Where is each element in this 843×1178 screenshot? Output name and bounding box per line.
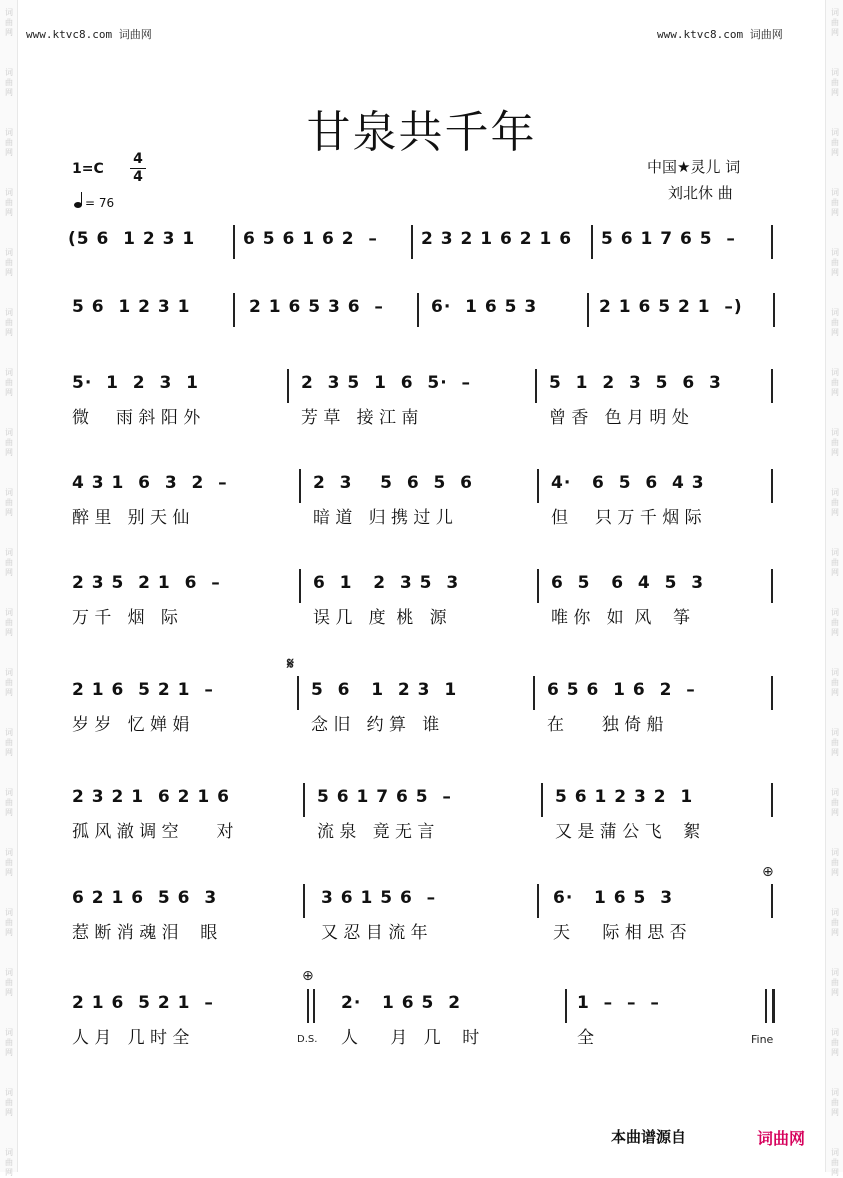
- measure-notes: 5 6 1 2 3 2 1: [555, 787, 694, 807]
- barline: [313, 989, 315, 1023]
- watermark-text: 词 曲 网: [831, 548, 839, 577]
- site-url-right[interactable]: www.ktvc8.com 词曲网: [657, 28, 783, 41]
- watermark-text: 词 曲 网: [831, 728, 839, 757]
- score-line-8: [0, 888, 843, 958]
- watermark-text: 词 曲 网: [831, 908, 839, 937]
- lyrics: 在 独 倚 船: [547, 715, 664, 735]
- score-line-9: [0, 993, 843, 1063]
- barline: [299, 469, 301, 503]
- ds-marking: D.S.: [297, 1034, 318, 1045]
- barline: [771, 369, 773, 403]
- measure-notes: 2 3 2 1 6 2 1 6: [421, 229, 573, 249]
- measure-notes: 2 1 6 5 2 1 –: [72, 993, 214, 1013]
- barline: [303, 783, 305, 817]
- lyrics: 念 旧 约 算 谁: [311, 715, 440, 735]
- measure-notes: 2 1 6 5 2 1 –): [599, 297, 743, 317]
- barline: [771, 569, 773, 603]
- watermark-text: 词 曲 网: [831, 488, 839, 517]
- lyrics: 惹 断 消 魂 泪 眼: [72, 923, 218, 943]
- watermark-text: 词 曲 网: [5, 788, 13, 817]
- watermark-text: 词 曲 网: [831, 788, 839, 817]
- time-signature: [130, 152, 146, 185]
- barline: [233, 225, 235, 259]
- lyrics: 流 泉 竟 无 言: [317, 822, 435, 842]
- score-line-6: [0, 680, 843, 750]
- watermark-text: 词 曲 网: [831, 68, 839, 97]
- measure-notes: 5 1 2 3 5 6 3: [549, 373, 722, 393]
- barline: [771, 783, 773, 817]
- barline: [765, 989, 767, 1023]
- coda-sign: ⊕: [302, 968, 314, 984]
- lyrics: 误 几 度 桃 源: [313, 608, 447, 628]
- time-top: 4: [133, 151, 143, 167]
- measure-notes: 3 6 1 5 6 –: [321, 888, 437, 908]
- measure-notes: 2· 1 6 5 2: [341, 993, 462, 1013]
- watermark-text: 词 曲 网: [5, 1028, 13, 1057]
- site-url-left[interactable]: www.ktvc8.com 词曲网: [26, 28, 152, 41]
- measure-notes: 6 2 1 6 5 6 3: [72, 888, 218, 908]
- watermark-text: 词 曲 网: [5, 488, 13, 517]
- lyrics: 人 月 几 时 全: [72, 1028, 190, 1048]
- watermark-text: 词 曲 网: [831, 428, 839, 457]
- watermark-text: 词 曲 网: [831, 128, 839, 157]
- measure-notes: 5 6 1 7 6 5 –: [601, 229, 736, 249]
- score-line-3: [0, 373, 843, 443]
- barline: [771, 469, 773, 503]
- watermark-text: 词 曲 网: [5, 368, 13, 397]
- score-line-7: [0, 787, 843, 857]
- measure-notes: 5 6 1 7 6 5 –: [317, 787, 452, 807]
- measure-notes: 2 3 2 1 6 2 1 6: [72, 787, 230, 807]
- lyrics: 全: [577, 1028, 594, 1048]
- barline: [565, 989, 567, 1023]
- lyrics: 微 雨 斜 阳 外: [72, 408, 201, 428]
- measure-notes: 6· 1 6 5 3: [553, 888, 674, 908]
- watermark-text: 词 曲 网: [831, 968, 839, 997]
- lyrics: 唯 你 如 风 筝: [551, 608, 691, 628]
- barline: [537, 569, 539, 603]
- measure-notes: 2 3 5 1 6 5· –: [301, 373, 472, 393]
- source-site-link[interactable]: 词曲网: [757, 1129, 806, 1148]
- watermark-text: 词 曲 网: [5, 1088, 13, 1117]
- score-line-5: [0, 573, 843, 643]
- watermark-text: 词 曲 网: [831, 1148, 839, 1177]
- score-line-2: [0, 297, 843, 367]
- watermark-text: 词 曲 网: [5, 1148, 13, 1177]
- watermark-text: 词 曲 网: [5, 68, 13, 97]
- barline: [587, 293, 589, 327]
- barline: [303, 884, 305, 918]
- measure-notes: 6 5 6 1 6 2 –: [547, 680, 696, 700]
- measure-notes: 5 6 1 2 3 1: [72, 297, 191, 317]
- barline: [537, 469, 539, 503]
- measure-notes: 6· 1 6 5 3: [431, 297, 538, 317]
- watermark-text: 词 曲 网: [5, 908, 13, 937]
- watermark-text: 词 曲 网: [5, 728, 13, 757]
- lyrics: 天 际 相 思 否: [553, 923, 687, 943]
- watermark-text: 词 曲 网: [5, 968, 13, 997]
- barline: [533, 676, 535, 710]
- watermark-text: 词 曲 网: [831, 668, 839, 697]
- time-bottom: 4: [133, 169, 143, 185]
- tempo-marking: [74, 196, 114, 210]
- watermark-text: 词 曲 网: [5, 668, 13, 697]
- fine-marking: Fine: [751, 1033, 774, 1046]
- measure-notes: 2 1 6 5 3 6 –: [249, 297, 384, 317]
- measure-notes: 5· 1 2 3 1: [72, 373, 199, 393]
- watermark-text: 词 曲 网: [831, 308, 839, 337]
- watermark-text: 词 曲 网: [831, 1088, 839, 1117]
- measure-notes: 2 3 5 2 1 6 –: [72, 573, 221, 593]
- measure-notes: 6 5 6 4 5 3: [551, 573, 705, 593]
- tempo-value: = 76: [85, 196, 115, 210]
- watermark-text: 词 曲 网: [5, 848, 13, 877]
- watermark-text: 词 曲 网: [5, 308, 13, 337]
- lyrics: 芳 草 接 江 南: [301, 408, 419, 428]
- lyrics: 人 月 几 时: [341, 1028, 480, 1048]
- barline: [233, 293, 235, 327]
- barline: [771, 884, 773, 918]
- barline: [541, 783, 543, 817]
- barline: [773, 293, 775, 327]
- segno-sign: 𝄋: [287, 654, 294, 673]
- lyricist: 中国★灵儿 词: [647, 158, 741, 176]
- barline: [535, 369, 537, 403]
- final-barline: [772, 989, 775, 1023]
- key-signature: 1=C: [72, 161, 104, 177]
- measure-notes: 1 – – –: [577, 993, 660, 1013]
- measure-notes: 6 5 6 1 6 2 –: [243, 229, 378, 249]
- lyrics: 暗 道 归 携 过 儿: [313, 508, 453, 528]
- measure-notes: 2 1 6 5 2 1 –: [72, 680, 214, 700]
- watermark-text: 词 曲 网: [831, 248, 839, 277]
- lyrics: 但 只 万 千 烟 际: [551, 508, 702, 528]
- barline: [411, 225, 413, 259]
- watermark-text: 词 曲 网: [5, 128, 13, 157]
- barline: [591, 225, 593, 259]
- score-line-4: [0, 473, 843, 543]
- watermark-text: 词 曲 网: [831, 8, 839, 37]
- source-label: 本曲谱源自: [611, 1128, 687, 1146]
- watermark-text: 词 曲 网: [5, 248, 13, 277]
- watermark-text: 词 曲 网: [831, 1028, 839, 1057]
- barline: [287, 369, 289, 403]
- measure-notes: 6 1 2 3 5 3: [313, 573, 460, 593]
- watermark-text: 词 曲 网: [5, 608, 13, 637]
- barline: [537, 884, 539, 918]
- watermark-text: 词 曲 网: [5, 188, 13, 217]
- barline: [417, 293, 419, 327]
- watermark-text: 词 曲 网: [5, 8, 13, 37]
- barline: [297, 676, 299, 710]
- lyrics: 醉 里 别 天 仙: [72, 508, 190, 528]
- watermark-text: 词 曲 网: [831, 188, 839, 217]
- coda-sign: ⊕: [762, 864, 774, 880]
- quarter-note-icon: [74, 202, 82, 208]
- measure-notes: (5 6 1 2 3 1: [68, 229, 196, 249]
- barline: [299, 569, 301, 603]
- lyrics: 万 千 烟 际: [72, 608, 178, 628]
- measure-notes: 4· 6 5 6 4 3: [551, 473, 705, 493]
- watermark-text: 词 曲 网: [5, 548, 13, 577]
- watermark-text: 词 曲 网: [831, 848, 839, 877]
- lyrics: 又 忍 目 流 年: [321, 923, 428, 943]
- song-title: 甘泉共千年: [306, 107, 537, 158]
- barline: [771, 225, 773, 259]
- barline: [307, 989, 309, 1023]
- lyrics: 岁 岁 忆 婵 娟: [72, 715, 190, 735]
- lyrics: 又 是 蒲 公 飞 絮: [555, 822, 701, 842]
- score-line-1: [0, 229, 843, 299]
- composer: 刘北休 曲: [668, 184, 733, 202]
- measure-notes: 2 3 5 6 5 6: [313, 473, 473, 493]
- lyrics: 曾 香 色 月 明 处: [549, 408, 689, 428]
- measure-notes: 4 3 1 6 3 2 –: [72, 473, 228, 493]
- barline: [771, 676, 773, 710]
- watermark-text: 词 曲 网: [831, 368, 839, 397]
- watermark-text: 词 曲 网: [5, 428, 13, 457]
- measure-notes: 5 6 1 2 3 1: [311, 680, 458, 700]
- lyrics: 孤 风 澈 调 空 对: [72, 822, 234, 842]
- watermark-text: 词 曲 网: [831, 608, 839, 637]
